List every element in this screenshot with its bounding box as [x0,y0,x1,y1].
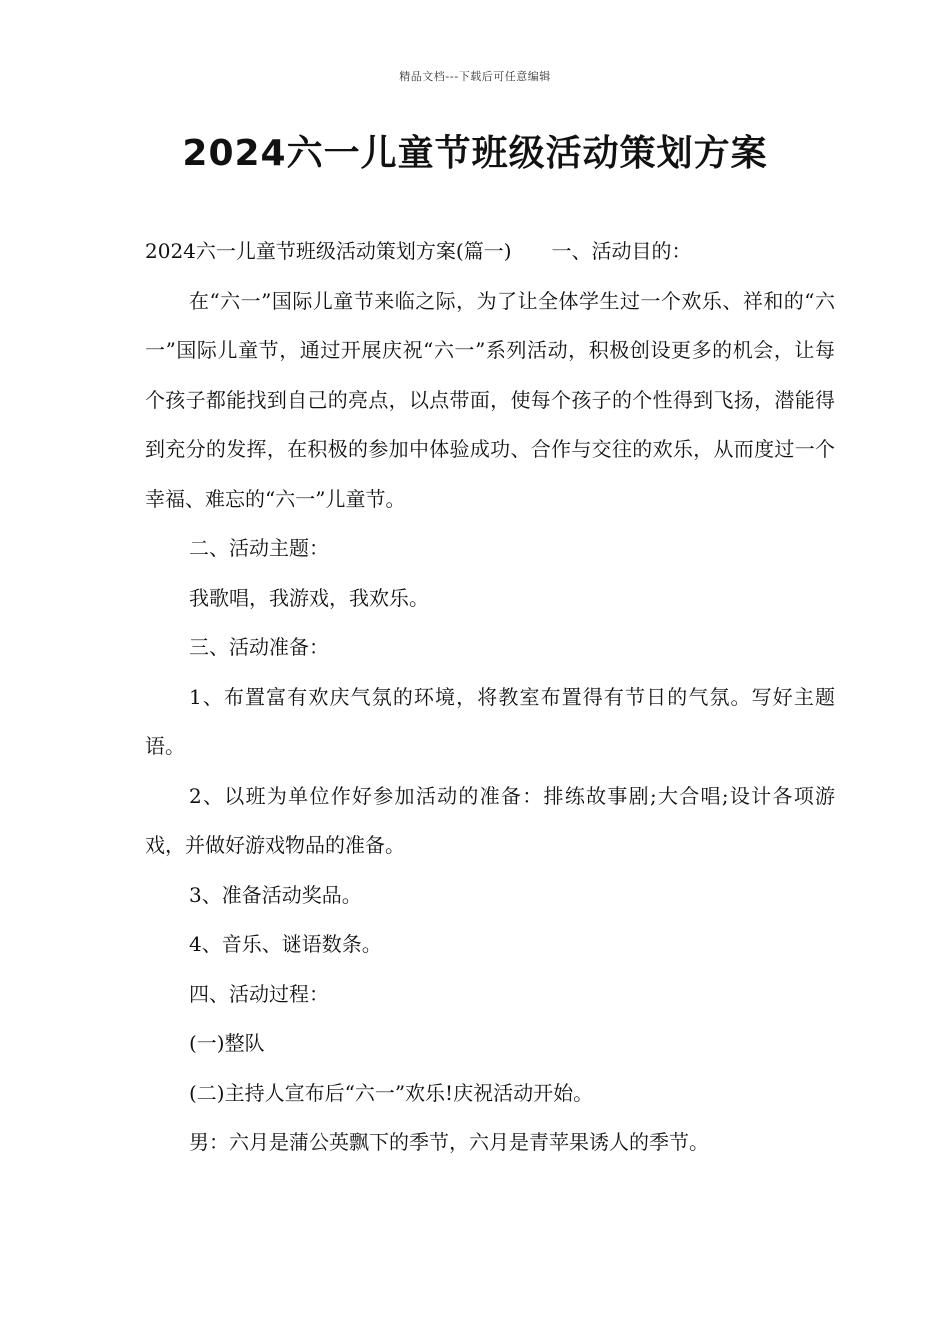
paragraph-process-1: (一)整队 [189,1031,265,1055]
document-title: 2024六一儿童节班级活动策划方案 [182,133,768,174]
paragraph-prep-1: 1、布置富有欢庆气氛的环境，将教室布置得有节日的气氛。写好主题语。 [145,684,835,758]
section-heading-process: 四、活动过程： [189,981,329,1006]
paragraph-prep-3: 3、准备活动奖品。 [189,882,362,907]
document-body [145,227,835,1168]
section-heading-purpose: 一、活动目的： [551,239,692,263]
paragraph-purpose: 在“六一”国际儿童节来临之际，为了让全体学生过一个欢乐、祥和的“六一”国际儿童节，通过开展庆祝“六一”系列活动，积极创设更多的机会，让每个孩子都能找到自己的亮点，以点带面，使每个孩子的个性得到飞扬，潜能得到充分的发挥，在积极的参加中体验成功、合作与交往的欢乐，从而度过一个幸福、难忘的“六一”儿童节。 [145,288,835,511]
section-heading-preparation: 三、活动准备： [189,635,329,659]
intro-line [145,227,835,277]
document-subtitle: 2024六一儿童节班级活动策划方案(篇一) [145,239,512,263]
paragraph-prep-4: 4、音乐、谜语数条。 [189,932,382,956]
paragraph-process-2: (二)主持人宣布后“六一”欢乐!庆祝活动开始。 [189,1080,594,1105]
paragraph-theme: 我歌唱，我游戏，我欢乐。 [189,585,429,610]
section-heading-theme: 二、活动主题： [189,536,329,560]
paragraph-prep-2: 2、以班为单位作好参加活动的准备：排练故事剧;大合唱;设计各项游戏，并做好游戏物品的准备。 [145,783,835,857]
page-header-watermark: 精品文档---下载后可任意编辑 [399,70,551,83]
paragraph-process-3: 男：六月是蒲公英飘下的季节，六月是青苹果诱人的季节。 [189,1130,709,1154]
